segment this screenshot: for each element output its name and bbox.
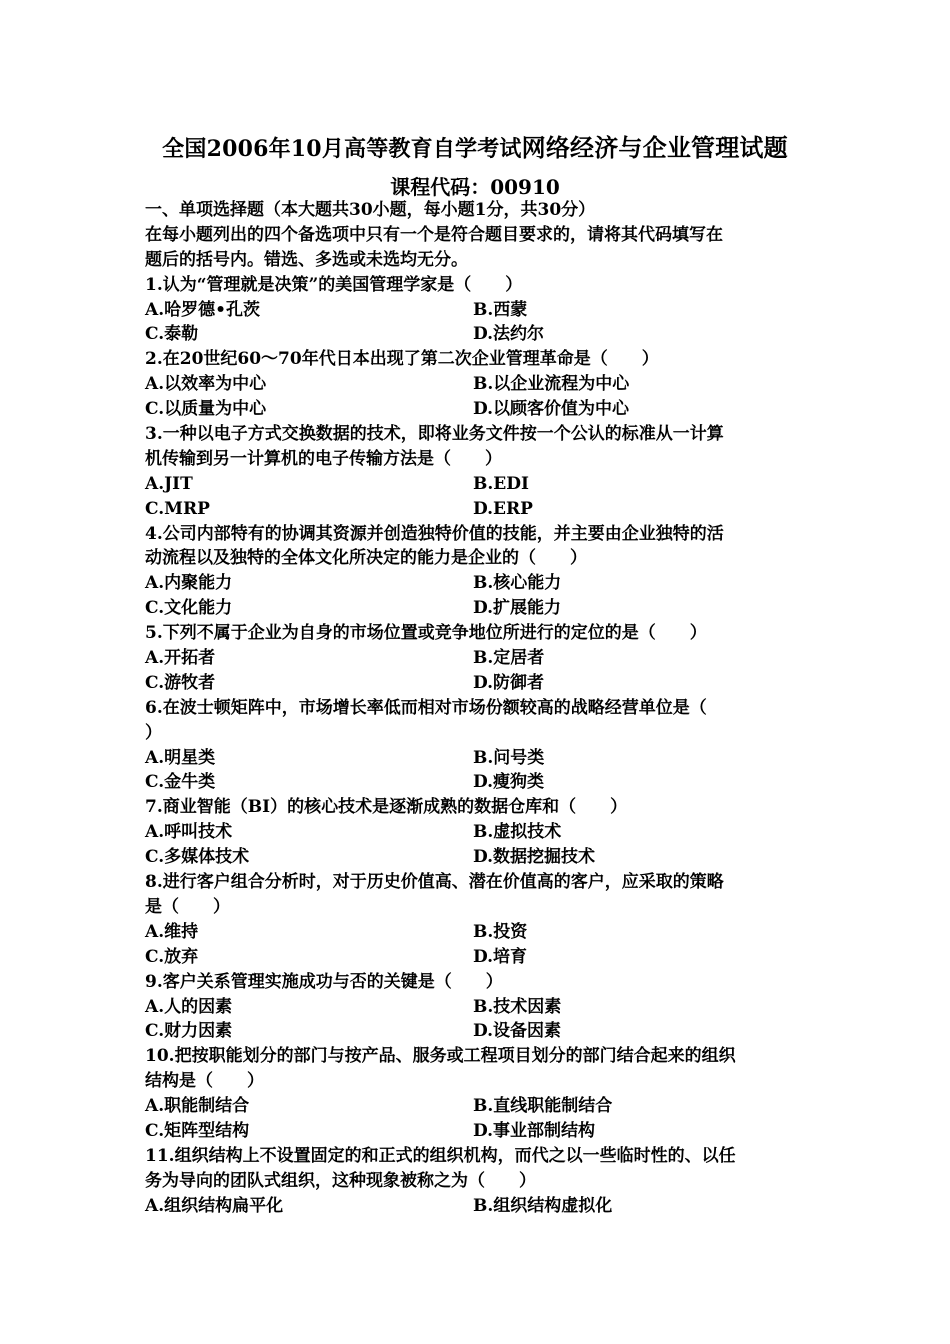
answer-option: A.明星类 xyxy=(145,747,216,768)
question-stem: 结构是（ ） xyxy=(145,1071,264,1092)
answer-option: A.以效率为中心 xyxy=(145,374,267,395)
answer-option: C.文化能力 xyxy=(145,598,233,619)
answer-option: B.西蒙 xyxy=(473,299,528,320)
answer-option: A.维持 xyxy=(145,921,199,942)
answer-option: B.直线职能制结合 xyxy=(473,1096,613,1117)
question-stem: 8.进行客户组合分析时，对于历史价值高、潜在价值高的客户，应采取的策略 xyxy=(145,872,724,893)
question-item xyxy=(145,522,815,622)
question-stem: 5.下列不属于企业为自身的市场位置或竞争地位所进行的定位的是（ ） xyxy=(145,623,707,644)
answer-option: D.瘦狗类 xyxy=(473,772,545,793)
answer-option: D.数据挖掘技术 xyxy=(473,847,596,868)
question-stem: 机传输到另一计算机的电子传输方法是（ ） xyxy=(145,448,502,469)
answer-option: A.内聚能力 xyxy=(145,573,233,594)
answer-option: D.ERP xyxy=(473,498,533,519)
section-heading: 一、单项选择题（本大题共30小题，每小题1分，共30分） xyxy=(145,200,596,220)
answer-option: B.核心能力 xyxy=(473,573,562,594)
answer-option: B.技术因素 xyxy=(473,996,562,1017)
question-options xyxy=(145,820,815,870)
answer-option: A.职能制结合 xyxy=(145,1096,250,1117)
question-stem: 4.公司内部特有的协调其资源并创造独特价值的技能，并主要由企业独特的活 xyxy=(145,523,724,544)
question-options xyxy=(145,746,815,796)
answer-option: A.呼叫技术 xyxy=(145,822,233,843)
answer-option: A.人的因素 xyxy=(145,996,233,1017)
title-main: 网络经济与企业管理试题 xyxy=(521,133,788,162)
answer-option: C.放弃 xyxy=(145,946,199,967)
answer-option: D.以顾客价值为中心 xyxy=(473,399,630,420)
title-prefix: 全国2006年10月高等教育自学考试 xyxy=(162,136,522,162)
question-options xyxy=(145,920,815,970)
answer-option: C.以质量为中心 xyxy=(145,399,267,420)
question-item xyxy=(145,870,815,970)
answer-option: C.金牛类 xyxy=(145,772,216,793)
answer-option: D.扩展能力 xyxy=(473,598,562,619)
question-stem: 10.把按职能划分的部门与按产品、服务或工程项目划分的部门结合起来的组织 xyxy=(145,1046,736,1067)
question-item xyxy=(145,621,815,696)
answer-option: A.开拓者 xyxy=(145,648,216,669)
answer-option: A.JIT xyxy=(145,473,193,494)
question-item xyxy=(145,422,815,522)
answer-option: C.多媒体技术 xyxy=(145,847,250,868)
question-options xyxy=(145,571,815,621)
answer-option: D.事业部制结构 xyxy=(473,1120,596,1141)
answer-option: A.组织结构扁平化 xyxy=(145,1195,284,1216)
question-options xyxy=(145,646,815,696)
question-item xyxy=(145,795,815,870)
answer-option: D.培育 xyxy=(473,946,528,967)
question-options xyxy=(145,1194,815,1219)
question-stem: 2.在20世纪60～70年代日本出现了第二次企业管理革命是（ ） xyxy=(145,349,659,370)
question-item xyxy=(145,1144,815,1219)
question-options xyxy=(145,995,815,1045)
question-stem: 11.组织结构上不设置固定的和正式的组织机构，而代之以一些临时性的、以任 xyxy=(145,1145,736,1166)
answer-option: C.MRP xyxy=(145,498,210,519)
question-stem: 动流程以及独特的全体文化所决定的能力是企业的（ ） xyxy=(145,548,587,569)
question-options xyxy=(145,472,815,522)
answer-option: B.组织结构虚拟化 xyxy=(473,1195,613,1216)
question-item xyxy=(145,347,815,422)
question-stem: 9.客户关系管理实施成功与否的关键是（ ） xyxy=(145,971,503,992)
question-options xyxy=(145,372,815,422)
answer-option: A.哈罗德•孔茨 xyxy=(145,299,260,320)
answer-option: D.防御者 xyxy=(473,672,545,693)
question-stem: ） xyxy=(145,722,162,743)
question-item xyxy=(145,970,815,1045)
question-stem: 1.认为“管理就是决策”的美国管理学家是（ ） xyxy=(145,274,523,295)
answer-option: D.法约尔 xyxy=(473,324,545,345)
answer-option: B.投资 xyxy=(473,921,528,942)
answer-option: B.EDI xyxy=(473,473,529,494)
answer-option: D.设备因素 xyxy=(473,1021,562,1042)
answer-option: C.财力因素 xyxy=(145,1021,233,1042)
answer-option: B.虚拟技术 xyxy=(473,822,562,843)
answer-option: C.泰勒 xyxy=(145,324,199,345)
question-list xyxy=(145,273,815,1219)
answer-option: B.定居者 xyxy=(473,648,545,669)
question-stem: 是（ ） xyxy=(145,896,230,917)
question-item xyxy=(145,1044,815,1144)
question-options xyxy=(145,298,815,348)
question-stem: 3.一种以电子方式交换数据的技术，即将业务文件按一个公认的标准从一计算 xyxy=(145,424,724,445)
answer-option: B.以企业流程为中心 xyxy=(473,374,630,395)
answer-option: C.游牧者 xyxy=(145,672,216,693)
page-title xyxy=(0,132,950,165)
section-instructions-line-1: 在每小题列出的四个备选项中只有一个是符合题目要求的，请将其代码填写在 xyxy=(145,224,723,245)
exam-content xyxy=(145,198,815,1219)
question-stem: 7.商业智能（BI）的核心技术是逐渐成熟的数据仓库和（ ） xyxy=(145,797,628,818)
question-item xyxy=(145,273,815,348)
answer-option: C.矩阵型结构 xyxy=(145,1120,250,1141)
answer-option: B.问号类 xyxy=(473,747,545,768)
question-item xyxy=(145,696,815,796)
question-options xyxy=(145,1094,815,1144)
question-stem: 务为导向的团队式组织，这种现象被称之为（ ） xyxy=(145,1170,536,1191)
question-stem: 6.在波士顿矩阵中，市场增长率低而相对市场份额较高的战略经营单位是（ xyxy=(145,697,707,718)
section-instructions-line-2: 题后的括号内。错选、多选或未选均无分。 xyxy=(145,249,468,270)
course-code: 课程代码：00910 xyxy=(390,175,560,199)
